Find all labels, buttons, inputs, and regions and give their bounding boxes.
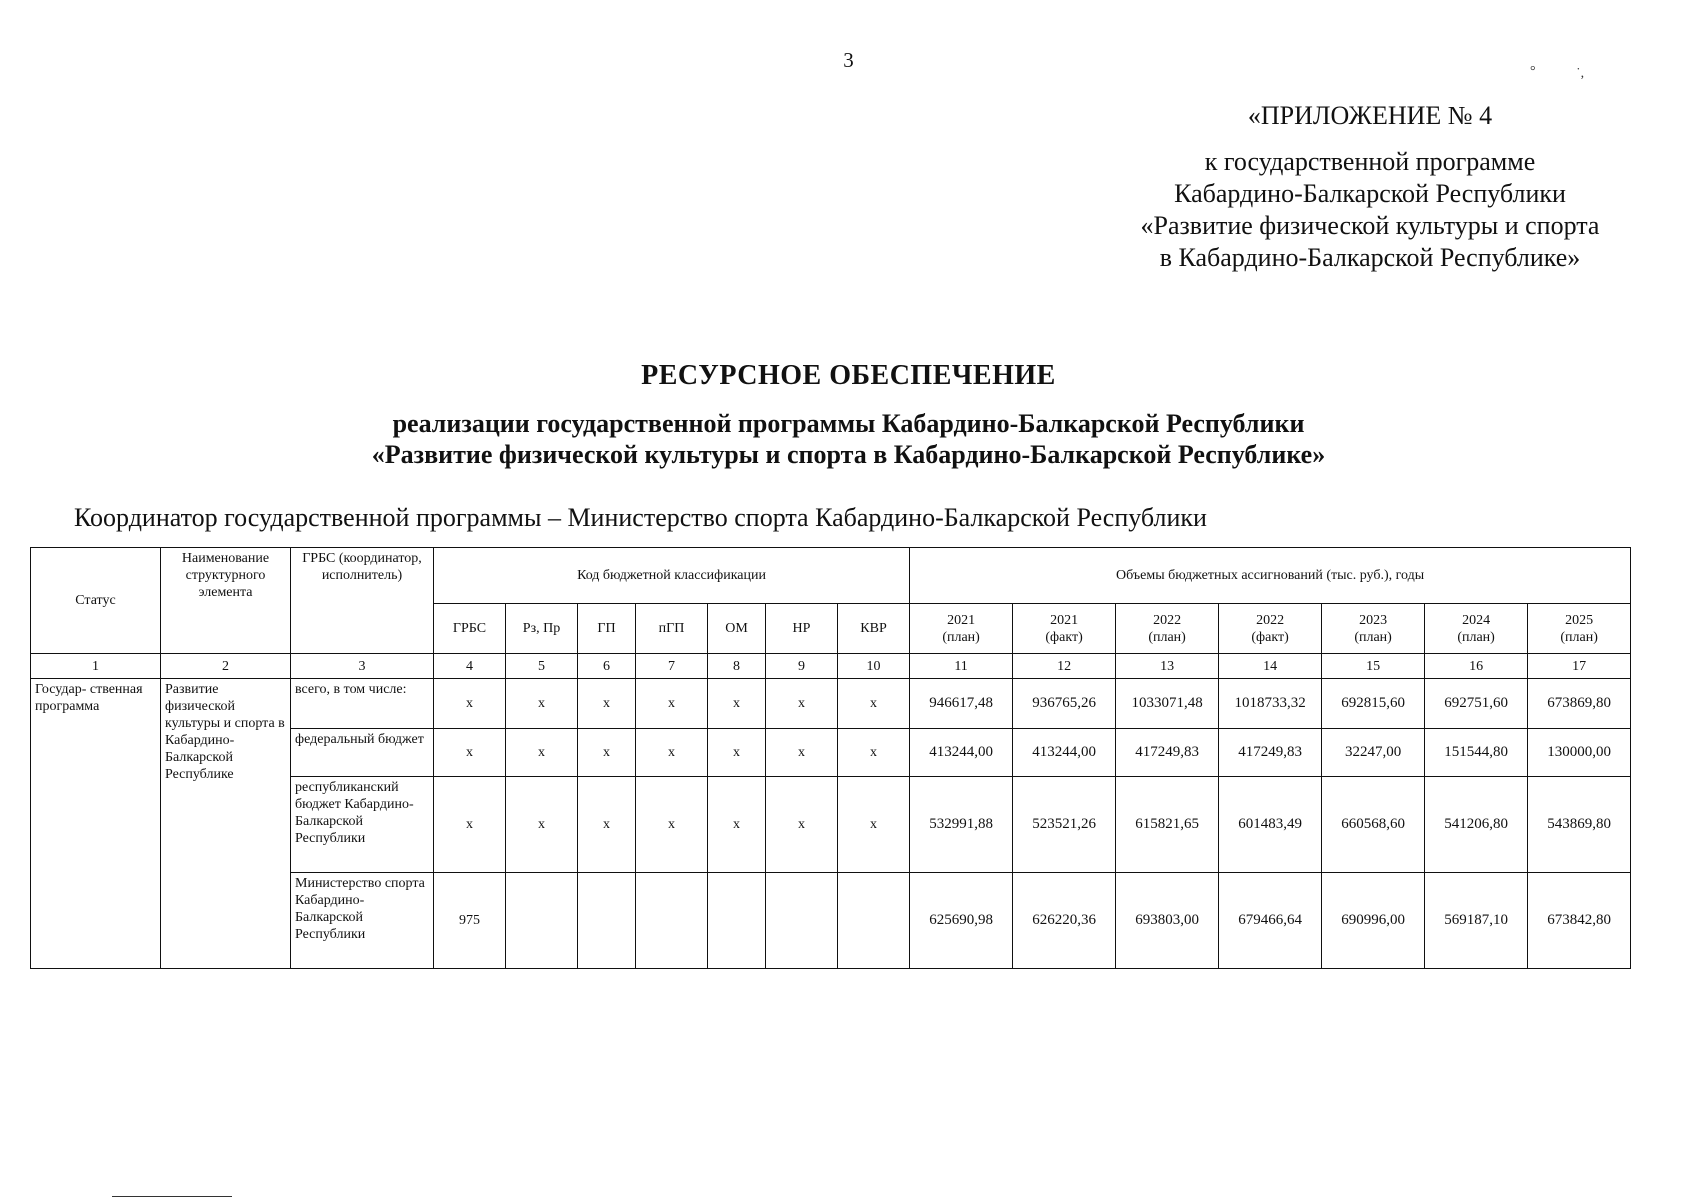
appendix-line: к государственной программе [1204,147,1536,176]
code-cell: x [708,777,766,873]
appendix-line: в Кабардино-Балкарской Республике» [1159,243,1581,272]
column-number: 2 [161,654,291,679]
code-cell: x [766,679,838,729]
value-cell: 936765,26 [1013,679,1116,729]
code-cell: x [636,729,708,777]
column-number: 15 [1322,654,1425,679]
code-cell: x [578,679,636,729]
column-number: 14 [1219,654,1322,679]
code-cell: x [578,729,636,777]
code-cell: x [506,729,578,777]
value-cell: 151544,80 [1425,729,1528,777]
year-kind: (план) [1457,629,1495,645]
code-cell [578,873,636,969]
code-cell [766,873,838,969]
value-cell: 532991,88 [910,777,1013,873]
code-cell: x [708,679,766,729]
value-cell: 625690,98 [910,873,1013,969]
header-year-cell [1425,604,1528,654]
title-sub-line: «Развитие физической культуры и спорта в Кабардино-Балкарской Республике» [371,440,1326,469]
year: 2022 [1256,612,1285,628]
header-year-cell [1322,604,1425,654]
value-cell: 601483,49 [1219,777,1322,873]
column-number: 10 [838,654,910,679]
header-year-cell [1528,604,1631,654]
value-cell: 626220,36 [1013,873,1116,969]
year: 2025 [1565,612,1594,628]
header-year-cell [1013,604,1116,654]
column-number: 7 [636,654,708,679]
column-number: 9 [766,654,838,679]
scan-mark: ˙, [1576,66,1585,81]
code-cell: 975 [434,873,506,969]
value-cell: 693803,00 [1116,873,1219,969]
code-cell: x [506,777,578,873]
column-number: 5 [506,654,578,679]
year-kind: (план) [1148,629,1186,645]
header-status: Статус [31,548,161,654]
appendix-heading: «ПРИЛОЖЕНИЕ № 4 [1247,101,1493,130]
status-cell: Государ- ственная программа [31,679,161,969]
column-number-row [31,654,1631,679]
appendix-line: Кабардино-Балкарской Республики [1174,179,1566,208]
title-main: РЕСУРСНОЕ ОБЕСПЕЧЕНИЕ [641,360,1056,391]
value-cell: 1018733,32 [1219,679,1322,729]
header-element-name: Наименование структурного элемента [161,548,291,654]
scan-mark: ° [1530,64,1536,79]
year: 2024 [1462,612,1491,628]
row-name: Министерство спорта Кабардино- Балкарской Республики [291,873,434,969]
element-name-cell: Развитие физической культуры и спорта в Кабардино- Балкарской Республике [161,679,291,969]
column-number: 12 [1013,654,1116,679]
code-cell [708,873,766,969]
header-code-cell: Рз, Пр [506,604,578,654]
code-cell: x [838,679,910,729]
year: 2023 [1359,612,1388,628]
code-cell: x [434,729,506,777]
header-code-cell: ГРБС [434,604,506,654]
column-number: 1 [31,654,161,679]
column-number: 17 [1528,654,1631,679]
value-cell: 413244,00 [1013,729,1116,777]
code-cell: x [708,729,766,777]
header-code-cell: ОМ [708,604,766,654]
title-sub [0,408,1697,470]
page-number: 3 [843,48,854,72]
header-code-cell: ГП [578,604,636,654]
year-kind: (факт) [1251,629,1289,645]
value-cell: 417249,83 [1219,729,1322,777]
value-cell: 130000,00 [1528,729,1631,777]
table-header-row [31,548,1631,604]
header-volumes: Объемы бюджетных ассигнований (тыс. руб.), годы [910,548,1631,604]
code-cell: x [838,729,910,777]
year-kind: (план) [942,629,980,645]
value-cell: 673842,80 [1528,873,1631,969]
column-number: 16 [1425,654,1528,679]
title-sub-line: реализации государственной программы Кабардино-Балкарской Республики [392,409,1305,438]
resource-table [30,547,1631,969]
value-cell: 946617,48 [910,679,1013,729]
footnote-separator [112,1196,232,1197]
year: 2021 [947,612,976,628]
coordinator-line: Координатор государственной программы – Министерство спорта Кабардино-Балкарской Республики [74,503,1207,532]
appendix-line: «Развитие физической культуры и спорта [1140,211,1600,240]
value-cell: 543869,80 [1528,777,1631,873]
row-name: всего, в том числе: [291,679,434,729]
header-budget-code: Код бюджетной классификации [434,548,910,604]
year-kind: (факт) [1045,629,1083,645]
year-kind: (план) [1354,629,1392,645]
value-cell: 32247,00 [1322,729,1425,777]
row-name: республиканский бюджет Кабардино- Балкарской Республики [291,777,434,873]
column-number: 8 [708,654,766,679]
column-number: 11 [910,654,1013,679]
code-cell [838,873,910,969]
value-cell: 541206,80 [1425,777,1528,873]
value-cell: 660568,60 [1322,777,1425,873]
code-cell: x [506,679,578,729]
value-cell: 417249,83 [1116,729,1219,777]
code-cell: x [636,679,708,729]
header-year-cell [1116,604,1219,654]
value-cell: 569187,10 [1425,873,1528,969]
code-cell [506,873,578,969]
value-cell: 692815,60 [1322,679,1425,729]
header-code-cell: НР [766,604,838,654]
table-row-total [31,679,1631,729]
header-code-cell: пГП [636,604,708,654]
value-cell: 1033071,48 [1116,679,1219,729]
year: 2022 [1153,612,1182,628]
code-cell: x [838,777,910,873]
column-number: 13 [1116,654,1219,679]
header-year-cell [1219,604,1322,654]
document-title [0,360,1697,470]
value-cell: 523521,26 [1013,777,1116,873]
code-cell: x [434,777,506,873]
appendix-block [1060,100,1680,274]
code-cell [636,873,708,969]
value-cell: 690996,00 [1322,873,1425,969]
value-cell: 679466,64 [1219,873,1322,969]
header-grbs: ГРБС (координатор, исполнитель) [291,548,434,654]
year-kind: (план) [1560,629,1598,645]
code-cell: x [636,777,708,873]
code-cell: x [766,729,838,777]
value-cell: 692751,60 [1425,679,1528,729]
header-code-cell: КВР [838,604,910,654]
header-year-cell [910,604,1013,654]
code-cell: x [578,777,636,873]
code-cell: x [434,679,506,729]
column-number: 3 [291,654,434,679]
value-cell: 673869,80 [1528,679,1631,729]
column-number: 4 [434,654,506,679]
row-name: федеральный бюджет [291,729,434,777]
value-cell: 413244,00 [910,729,1013,777]
value-cell: 615821,65 [1116,777,1219,873]
year: 2021 [1050,612,1079,628]
column-number: 6 [578,654,636,679]
code-cell: x [766,777,838,873]
